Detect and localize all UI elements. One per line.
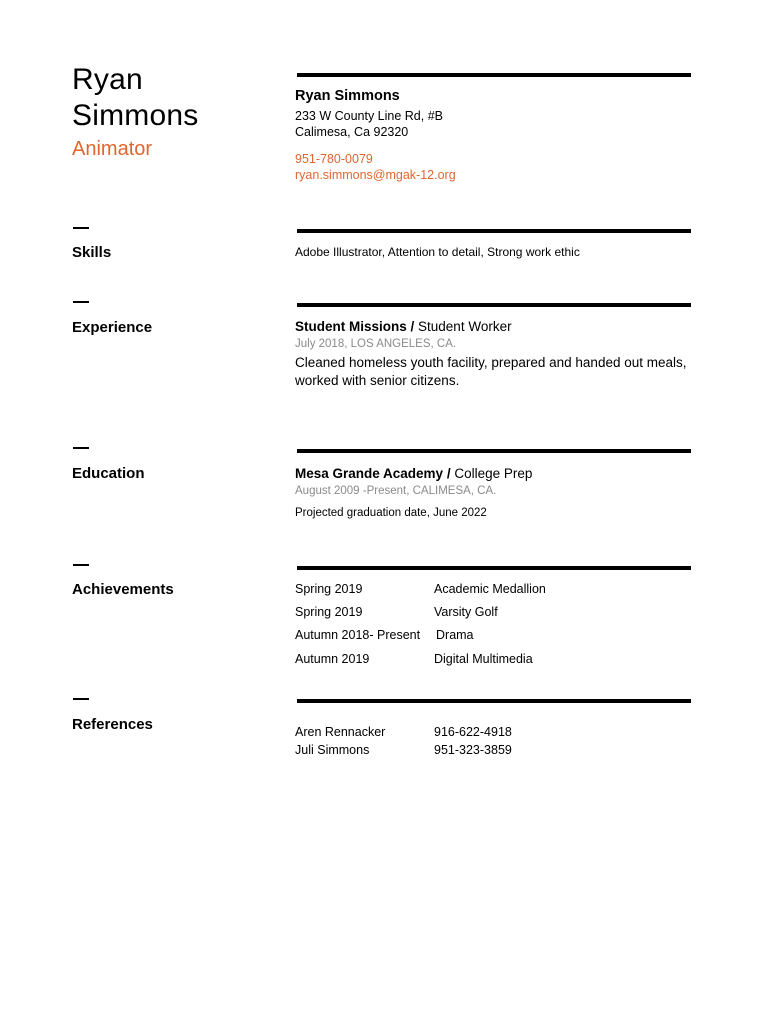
experience-org: Student Missions / (295, 319, 415, 334)
achievement-item: Varsity Golf (434, 605, 498, 619)
section-dash-achievements (73, 564, 89, 566)
reference-name: Aren Rennacker (295, 725, 386, 739)
section-title-references: References (72, 716, 153, 733)
experience-heading (295, 319, 512, 334)
experience-title: Student Worker (418, 319, 512, 334)
experience-meta: July 2018, LOS ANGELES, CA. (295, 338, 457, 350)
section-rule-contact (297, 73, 691, 77)
contact-address-line1: 233 W County Line Rd, #B (295, 109, 443, 123)
section-rule-experience (297, 303, 691, 307)
education-meta: August 2009 -Present, CALIMESA, CA. (295, 485, 497, 497)
section-rule-skills (297, 229, 691, 233)
section-rule-education (297, 449, 691, 453)
achievement-date: Autumn 2018- Present (295, 628, 421, 642)
reference-name: Juli Simmons (295, 743, 370, 757)
section-rule-achievements (297, 566, 691, 570)
resume-name-first: Ryan (72, 63, 143, 96)
reference-phone: 951-323-3859 (434, 743, 512, 757)
achievement-date: Spring 2019 (295, 605, 363, 619)
contact-phone[interactable]: 951-780-0079 (295, 152, 373, 166)
section-rule-references (297, 699, 691, 703)
contact-address-line2: Calimesa, Ca 92320 (295, 125, 409, 139)
section-dash-references (73, 698, 89, 700)
contact-email[interactable]: ryan.simmons@mgak-12.org (295, 168, 456, 182)
resume-name-last: Simmons (72, 99, 199, 132)
education-title: College Prep (454, 466, 533, 481)
education-heading (295, 466, 532, 481)
section-title-achievements: Achievements (72, 581, 174, 598)
achievement-item: Drama (436, 628, 474, 642)
contact-name: Ryan Simmons (295, 88, 400, 104)
achievement-item: Digital Multimedia (434, 652, 533, 666)
resume-role: Animator (72, 138, 153, 160)
achievement-date: Autumn 2019 (295, 652, 370, 666)
section-title-experience: Experience (72, 319, 153, 336)
experience-desc-line2: worked with senior citizens. (295, 373, 460, 388)
section-title-education: Education (72, 465, 145, 482)
achievement-date: Spring 2019 (295, 582, 363, 596)
education-org: Mesa Grande Academy / (295, 466, 451, 481)
experience-desc-line1: Cleaned homeless youth facility, prepared and handed out meals, (295, 355, 687, 370)
achievement-item: Academic Medallion (434, 582, 546, 596)
section-dash-education (73, 447, 89, 449)
section-dash-experience (73, 301, 89, 303)
section-dash-skills (73, 227, 89, 229)
reference-phone: 916-622-4918 (434, 725, 512, 739)
section-title-skills: Skills (72, 244, 112, 261)
skills-text: Adobe Illustrator, Attention to detail, Strong work ethic (295, 245, 580, 259)
education-note: Projected graduation date, June 2022 (295, 507, 487, 519)
